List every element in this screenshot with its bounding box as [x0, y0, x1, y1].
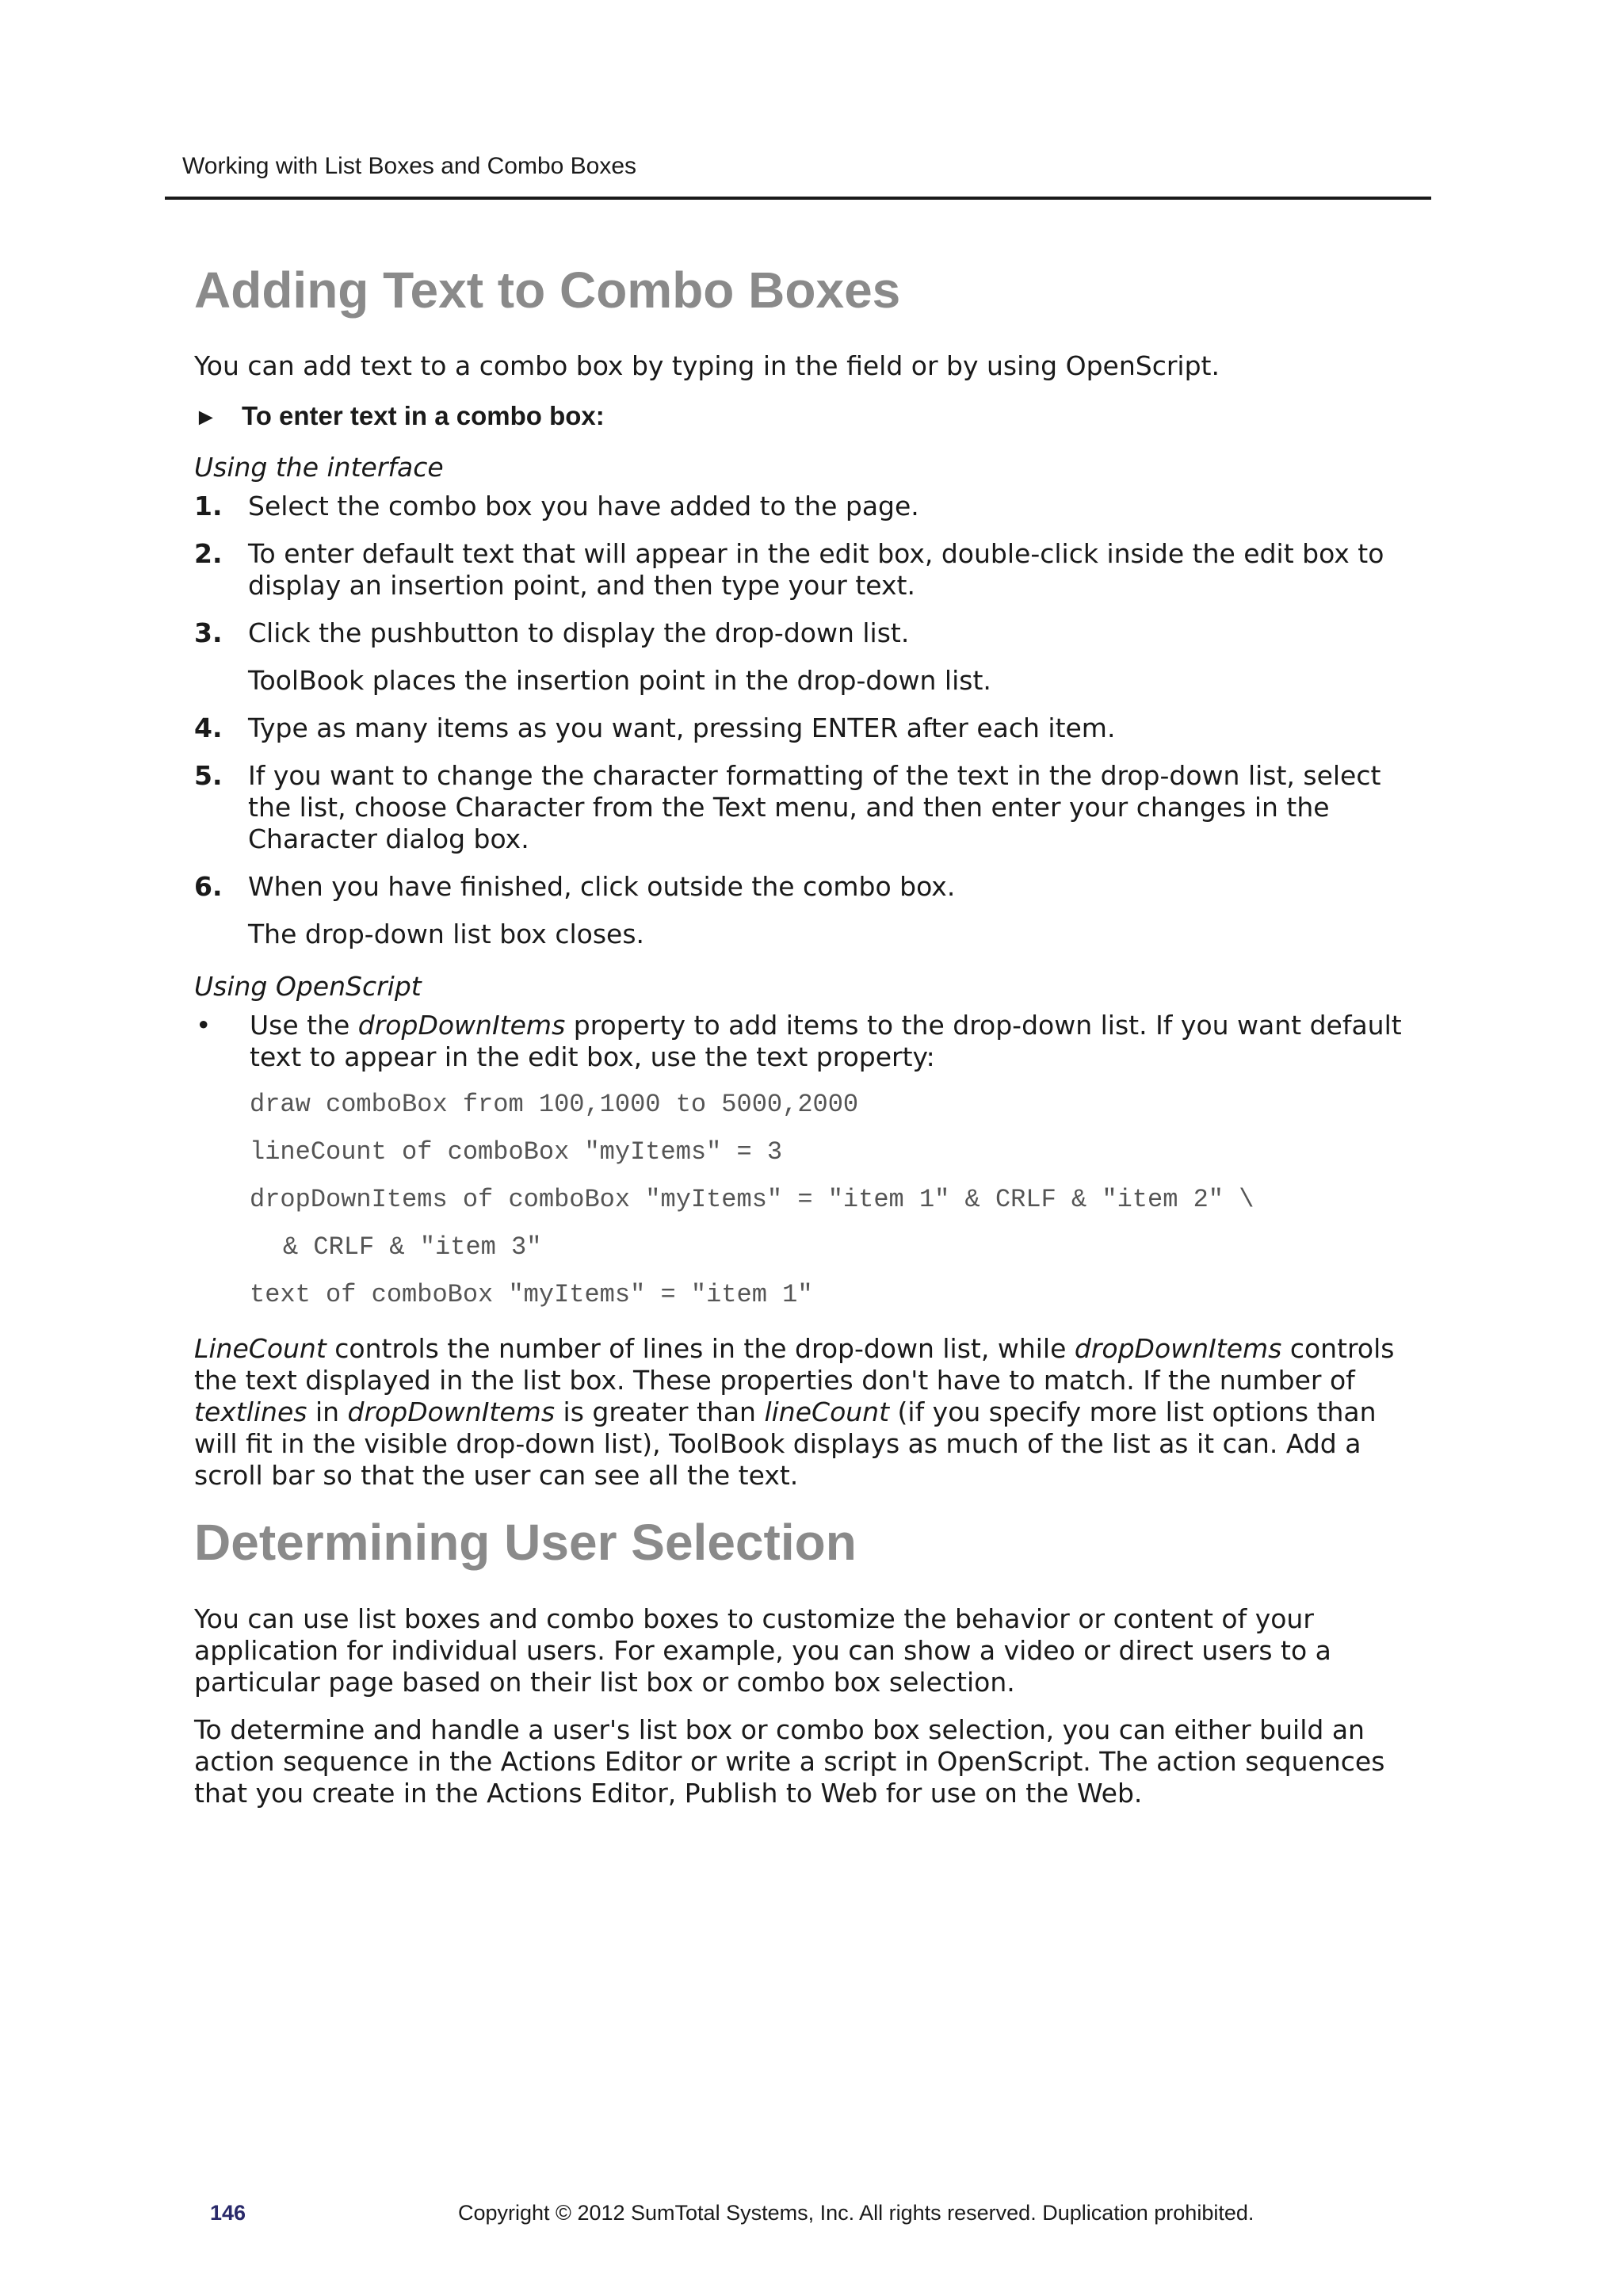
- section-title-user-selection: Determining User Selection: [194, 1513, 857, 1571]
- code-line: draw comboBox from 100,1000 to 5000,2000: [250, 1089, 859, 1119]
- bullet-text: Use the dropDownItems property to add items to the drop-down list. If you want default text to appear in the edit box, use the text property:: [250, 1009, 1402, 1072]
- step-text: Type as many items as you want, pressing ENTER after each item.: [248, 712, 1116, 743]
- bullet-icon: •: [196, 1009, 212, 1041]
- step-text: If you want to change the character formatting of the text in the drop-down list, select the list, choose Character from the Text menu, and then enter your changes in the Character dialog box.: [248, 759, 1381, 854]
- selection-paragraph-2: To determine and handle a user's list box or combo box selection, you can either build an action sequence in the Actions Editor or write a script in OpenScript. The action sequences that you create in the Actions Editor, Publish to Web for use on the Web.: [194, 1714, 1385, 1809]
- steps-list: [194, 491, 1415, 950]
- step-number: 6.: [194, 870, 223, 902]
- property-name: dropDownItems: [357, 1009, 566, 1041]
- step-item: [194, 712, 1415, 744]
- code-block: [250, 1089, 1415, 1311]
- step-number: 1.: [194, 490, 223, 521]
- step-number: 3.: [194, 617, 223, 648]
- running-header: Working with List Boxes and Combo Boxes: [182, 153, 637, 179]
- step-number: 2.: [194, 537, 223, 569]
- step-text: To enter default text that will appear in the edit box, double-click inside the edit box to display an insertion point, and then type your text.: [248, 537, 1384, 601]
- subhead-using-interface: Using the interface: [194, 451, 444, 483]
- step-note: The drop-down list box closes.: [248, 918, 645, 949]
- step-text: When you have finished, click outside the combo box.: [248, 870, 956, 902]
- step-note: ToolBook places the insertion point in the drop-down list.: [248, 664, 991, 696]
- procedure-heading: [194, 401, 1415, 431]
- page-content: [194, 262, 1415, 1809]
- procedure-title: To enter text in a combo box:: [242, 400, 605, 430]
- selection-paragraph-1: You can use list boxes and combo boxes to customize the behavior or content of your application for individual users. For example, you can show a video or direct users to a particular page based on their list box or combo box selection.: [194, 1603, 1331, 1698]
- step-number: 5.: [194, 759, 223, 791]
- code-line: & CRLF & "item 3": [283, 1232, 542, 1262]
- step-item: [194, 760, 1415, 855]
- bullet-item: [194, 1010, 1415, 1311]
- subhead-using-openscript: Using OpenScript: [194, 970, 422, 1002]
- procedure-arrow-icon: ►: [194, 403, 218, 430]
- code-line: lineCount of comboBox "myItems" = 3: [250, 1137, 783, 1167]
- step-number: 4.: [194, 712, 223, 743]
- page-number: 146: [210, 2201, 246, 2225]
- linecount-paragraph: LineCount controls the number of lines in the drop-down list, while dropDownItems controls the text displayed in the list box. These properties don't have to match. If the number of textlines in dropDownItems is greater than lineCount (if you specify more list options than will fit in the visible drop-down list), ToolBook displays as much of the list as it can. Add a scroll bar so that the user can see all the text.: [194, 1332, 1395, 1491]
- code-line: dropDownItems of comboBox "myItems" = "item 1" & CRLF & "item 2" \: [250, 1184, 1254, 1214]
- code-line: text of comboBox "myItems" = "item 1": [250, 1279, 813, 1309]
- step-item: [194, 617, 1415, 697]
- intro-paragraph: You can add text to a combo box by typing in the field or by using OpenScript.: [194, 350, 1220, 381]
- copyright-notice: Copyright © 2012 SumTotal Systems, Inc. All rights reserved. Duplication prohibited.: [458, 2201, 1254, 2225]
- step-item: [194, 491, 1415, 522]
- step-text: Click the pushbutton to display the drop-down list.: [248, 617, 910, 648]
- step-item: [194, 538, 1415, 602]
- step-text: Select the combo box you have added to the page.: [248, 490, 919, 521]
- step-item: [194, 871, 1415, 950]
- header-rule: [165, 197, 1431, 200]
- section-title-adding-text: Adding Text to Combo Boxes: [194, 262, 901, 319]
